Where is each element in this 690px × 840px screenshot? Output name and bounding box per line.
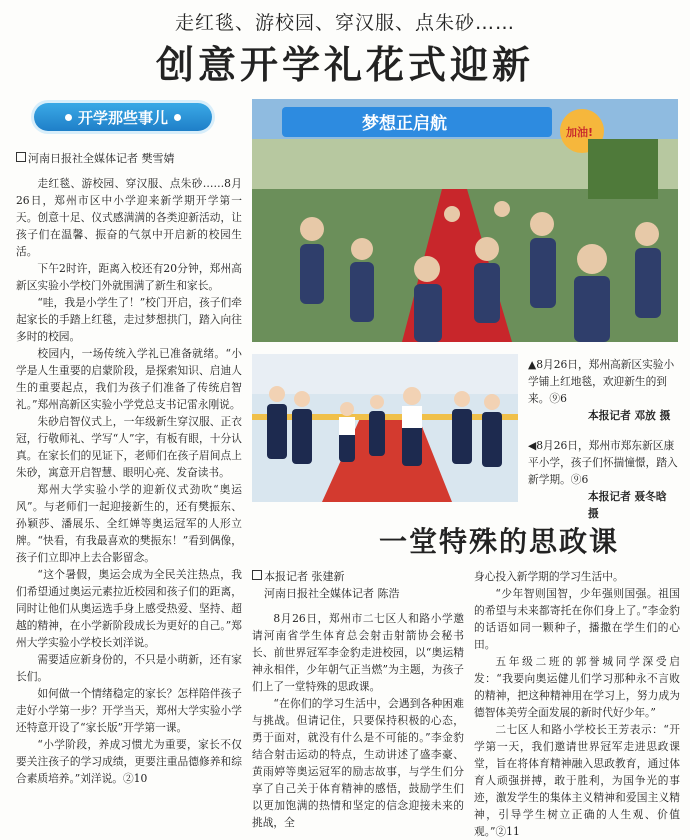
section-badge-label: 开学那些事儿: [77, 108, 168, 127]
square-icon: [252, 570, 262, 580]
kicker: 走红毯、游校园、穿汉服、点朱砂……: [174, 12, 515, 34]
caption-2-text: ◀8月26日，郑州市郑东新区康平小学，孩子们怀揣憧憬，踏入新学期。⑨6: [528, 439, 678, 486]
article1-paragraph: 需要适应新身份的，不只是小萌新，还有家长们。: [16, 653, 242, 683]
square-icon: [16, 152, 26, 162]
article1-paragraph: 下午2时许，距离入校还有20分钟，郑州高新区实验小学校门外就围满了新生和家长。: [16, 262, 242, 292]
page-headline: 创意开学礼花式迎新: [155, 43, 534, 87]
article1-paragraph: 如何做一个情绪稳定的家长？怎样陪伴孩子走好小学第一步？开学当天，郑州大学实验小学还特意开设了“家长版”开学第一课。: [16, 687, 242, 734]
red-carpet-illustration: [252, 99, 678, 342]
article1: [16, 150, 242, 787]
caption-2-credit: 本报记者 聂冬晗 摄: [588, 490, 667, 520]
article2-byline: 本报记者 张建新 河南日报社全媒体记者 陈浩: [252, 568, 464, 602]
section-badge: [34, 103, 212, 131]
article1-paragraph: 校园内，一场传统入学礼已准备就绪。“小学是人生重要的启蒙阶段，是探索知识、启迪人生的重要起点，我们为孩子们准备了传统启智礼。”郑州高新区实验小学党总支书记雷永刚说。: [16, 347, 242, 411]
article2-paragraph: “少年智则国智，少年强则国强。祖国的希望与未来都寄托在你们身上了。”李金豹的话语如同一颗种子，播撒在学生们的心田。: [474, 587, 680, 651]
bullet-dot-icon: [174, 114, 181, 121]
banner-small-text: 加油!: [566, 126, 594, 139]
article2-paragraph: 五年级二班的郭誉城同学深受启发：“我要向奥运健儿们学习那种永不言败的精神，把这种精神用在学习上，努力成为德智体美劳全面发展的新时代好少年。”: [474, 655, 680, 719]
article1-byline: 河南日报社全媒体记者 樊雪婧: [16, 150, 242, 167]
kids-walking-illustration: [252, 354, 518, 502]
article1-paragraph: “哇，我是小学生了！”校门开启，孩子们牵起家长的手踏上红毯，走过梦想拱门，踏入向往多时的校园。: [16, 296, 242, 343]
article2-paragraph: 身心投入新学期的学习生活中。: [474, 570, 624, 583]
article1-paragraph: 朱砂启智仪式上，一年级新生穿汉服、正衣冠，行敬师礼、学写“人”字，有板有眼，十分认真。在家长们的见证下，老师们在孩子眉间点上朱砂，寓意开启智慧、眼明心亮、发奋读书。: [16, 415, 242, 479]
article1-paragraph: 郑州大学实验小学的迎新仪式劲吹“奥运风”。与老师们一起迎接新生的，还有樊振东、孙颖莎、潘展乐、全红婵等奥运冠军的人形立牌。“快看，有我最喜欢的樊振东！”看到偶像，孩子们立即冲上去合影留念。: [16, 483, 242, 564]
photo-red-carpet: [252, 99, 678, 342]
article2-col1: [252, 568, 464, 831]
article2-paragraph: “在你们的学习生活中，会遇到各种困难与挑战。但请记住，只要保持积极的心态，勇于面对，就没有什么是不可能的。”李金豹结合射击运动的特点，生动讲述了盛李豪、黄雨婷等奥运冠军的励志故事，与学生们分享了自己关于体育精神的感悟，鼓励学生们以更加饱满的热情和坚定的信念迎接未来的挑战，全: [252, 697, 464, 829]
caption-1: [528, 356, 678, 424]
article2-col2: [474, 568, 680, 840]
article2-paragraph: 8月26日，郑州市二七区人和路小学邀请河南省学生体育总会射击射箭协会秘书长、前世界冠军李金豹走进校园，以“奥运精神永相伴，少年朝气正当燃”为主题，为孩子们上了一堂特殊的思政课。: [252, 612, 464, 693]
article1-paragraph: “小学阶段，养成习惯尤为重要，家长不仅要关注孩子的学习成绩，更要注重品德修养和综合素质培养。”刘洋说。②10: [16, 738, 242, 785]
article2-title: 一堂特殊的思政课: [378, 525, 619, 558]
caption-2: [528, 437, 678, 522]
article1-paragraph: 走红毯、游校园、穿汉服、点朱砂……8月26日，郑州市区中小学迎来新学期开学第一天。创意十足、仪式感满满的各类迎新活动，让孩子们在温馨、振奋的气氛中开启新的校园生活。: [16, 177, 242, 258]
article2-paragraph: 二七区人和路小学校长王芳表示：“开学第一天，我们邀请世界冠军走进思政课堂，旨在将体育精神融入思政教育，通过体育人顽强拼搏，敢于胜利，为国争光的事迹，激发学生的集体主义精神和爱国主义精神，引导学生树立正确的人生观、价值观。”②11: [474, 723, 680, 838]
caption-1-text: ▲8月26日，郑州高新区实验小学铺上红地毯，欢迎新生的到来。⑨6: [528, 358, 675, 405]
bullet-dot-icon: [65, 114, 72, 121]
article1-paragraph: “这个暑假，奥运会成为全民关注热点，我们希望通过奥运元素拉近校园和孩子们的距离，同时让他们从奥运选手身上感受热爱、坚持、超越的精神，在小学新阶段成长为更好的自己。”郑州大学实验小学校长刘洋说。: [16, 568, 242, 649]
caption-1-credit: 本报记者 邓放 摄: [588, 409, 671, 422]
banner-text: 梦想正启航: [362, 114, 447, 134]
photo-kids-walking: [252, 354, 518, 502]
